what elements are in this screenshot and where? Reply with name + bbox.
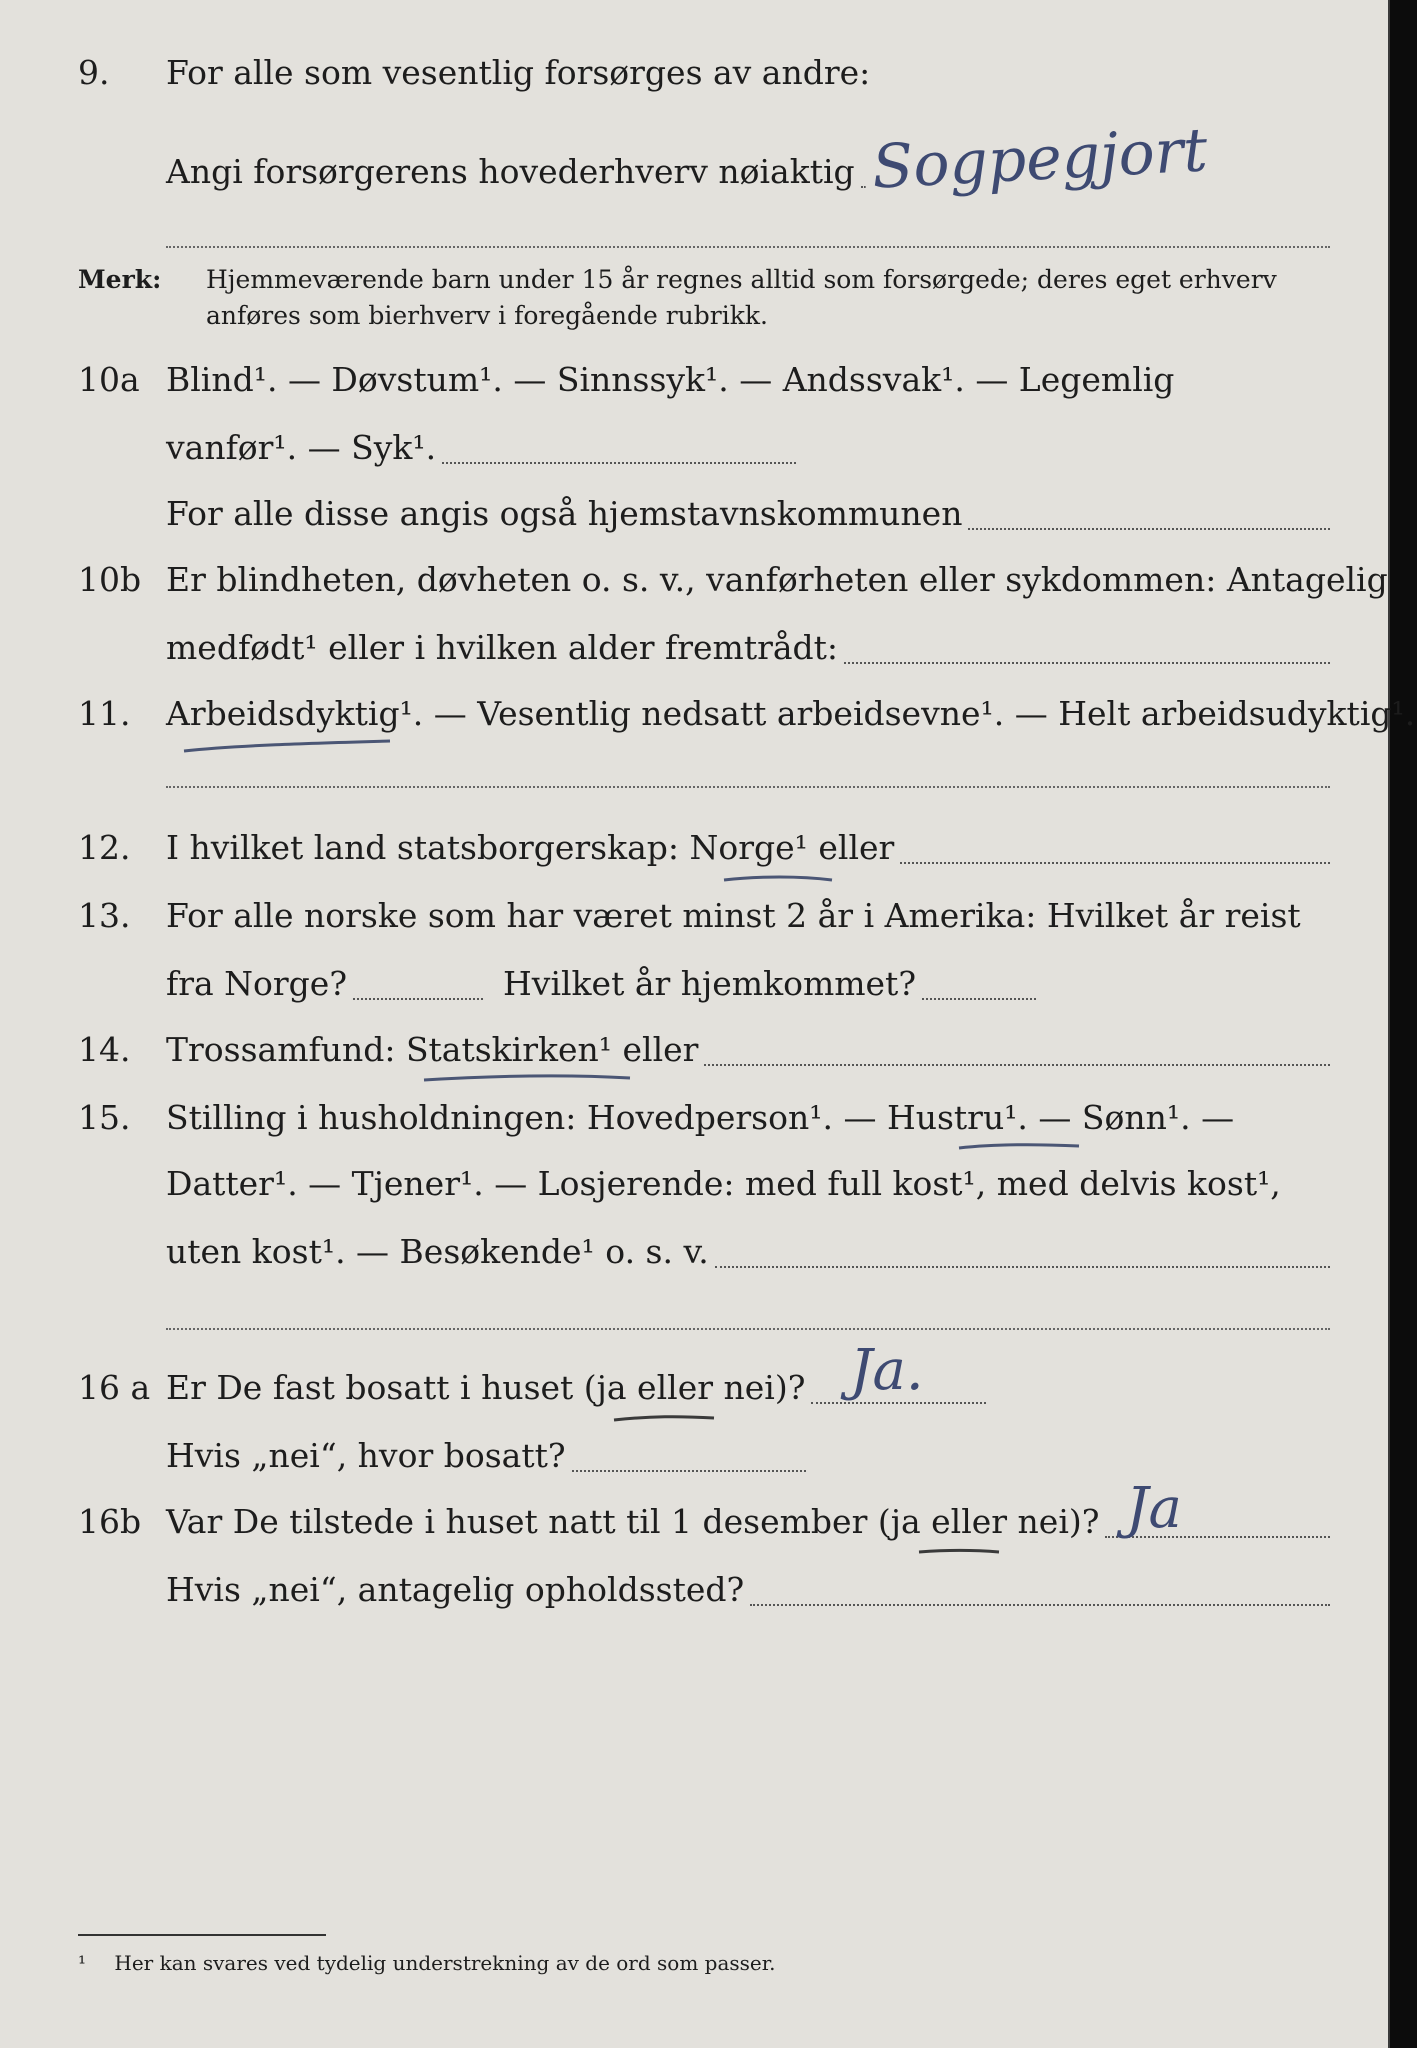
q9-answer-field[interactable] [861,185,866,188]
q13-line2 [166,956,1036,1012]
q16a-bosatt-field[interactable] [572,1469,806,1472]
q10b-age-field[interactable] [844,661,1330,664]
q13-line2a-text: fra Norge? [166,964,348,1003]
footnote [78,1948,775,1978]
q10a-line1: Blind¹. — Døvstum¹. — Sinnssyk¹. — Andssvak¹. — Legemlig [166,360,1175,399]
q12-country-field[interactable] [900,861,1330,864]
q14-line1-text: Trossamfund: Statskirken¹ eller [166,1030,699,1069]
q10b-line2-text: medfødt¹ eller i hvilken alder fremtrådt: [166,628,839,667]
q14-trossamfund-field[interactable] [704,1063,1330,1066]
q16b-number: 16b [78,1502,142,1541]
q16a-line1-text: Er De fast bosatt i huset (ja eller nei)? [166,1368,806,1407]
q13-hjemkommet-field[interactable] [922,997,1036,1000]
footnote-text: Her kan svares ved tydelig understrekning av de ord som passer. [114,1951,776,1975]
q10a-number: 10a [78,360,140,399]
q9-line2-text: Angi forsørgerens hovederhverv nøiaktig [166,152,855,191]
q16b-line2 [166,1562,1330,1618]
q10a-line2 [166,420,796,476]
q16a-number: 16 a [78,1368,151,1407]
q10a-line3 [166,486,1330,542]
q9-handwritten-answer: Sogpegjort [870,115,1210,203]
q15-line3 [166,1224,1330,1280]
q11-line1: Arbeidsdyktig¹. — Vesentlig nedsatt arbeidsevne¹. — Helt arbeidsudyktig¹. [166,694,1416,733]
q9-line2 [166,144,866,200]
q12-number: 12. [78,828,131,867]
q16b-handwritten-answer: Ja [1126,1476,1182,1541]
q12-underline-mark [720,868,840,890]
q13-line2b-text: Hvilket år hjemkommet? [503,964,917,1003]
q10a-kommune-field[interactable] [968,527,1330,530]
footnote-rule [78,1934,326,1936]
q16b-opholdssted-field[interactable] [750,1603,1330,1606]
q16a-handwritten-answer: Ja. [850,1338,924,1403]
q11-extra-line[interactable] [166,786,1330,788]
q15-line2: Datter¹. — Tjener¹. — Losjerende: med full kost¹, med delvis kost¹, [166,1164,1281,1203]
q15-extra-line[interactable] [166,1328,1330,1330]
q16a-line2-text: Hvis „nei“, hvor bosatt? [166,1436,566,1475]
q16a-line2 [166,1428,806,1484]
q16b-underline-mark [915,1542,1005,1562]
q11-underline-mark [180,735,400,759]
q11-number: 11. [78,694,131,733]
q10a-syk-field[interactable] [442,461,796,464]
q10b-number: 10b [78,560,142,599]
q10b-line1: Er blindheten, døvheten o. s. v., vanførheten eller sykdommen: Antagelig [166,560,1388,599]
q9-number: 9. [78,53,110,92]
q16b-line1-text: Var De tilstede i huset natt til 1 desember (ja eller nei)? [166,1502,1100,1541]
q15-line1: Stilling i husholdningen: Hovedperson¹. — Hustru¹. — Sønn¹. — [166,1098,1235,1137]
q14-line1 [166,1022,1330,1078]
q9-extra-line[interactable] [166,246,1330,248]
q15-line3-text: uten kost¹. — Besøkende¹ o. s. v. [166,1232,709,1271]
merk-label: Merk: [78,265,162,294]
q16a-underline-mark [610,1408,720,1428]
q10b-line2 [166,620,1330,676]
q13-line1: For alle norske som har været minst 2 år i Amerika: Hvilket år reist [166,896,1301,935]
q15-stilling-field[interactable] [715,1265,1330,1268]
merk-line1: Hjemmeværende barn under 15 år regnes alltid som forsørgede; deres eget erhverv [206,265,1277,294]
q12-line1-text: I hvilket land statsborgerskap: Norge¹ eller [166,828,895,867]
q9-line1: For alle som vesentlig forsørges av andre: [166,53,871,92]
q15-underline-mark [955,1136,1085,1158]
q10a-line2-text: vanfør¹. — Syk¹. [166,428,437,467]
q16b-line2-text: Hvis „nei“, antagelig opholdssted? [166,1570,745,1609]
merk-line2: anføres som bierhverv i foregående rubrikk. [206,301,768,330]
q13-reist-field[interactable] [353,997,483,1000]
q14-underline-mark [420,1066,640,1090]
footnote-marker: ¹ [78,1951,87,1975]
q10a-line3-text: For alle disse angis også hjemstavnskommunen [166,494,963,533]
q13-number: 13. [78,896,131,935]
q14-number: 14. [78,1030,131,1069]
q15-number: 15. [78,1098,131,1137]
